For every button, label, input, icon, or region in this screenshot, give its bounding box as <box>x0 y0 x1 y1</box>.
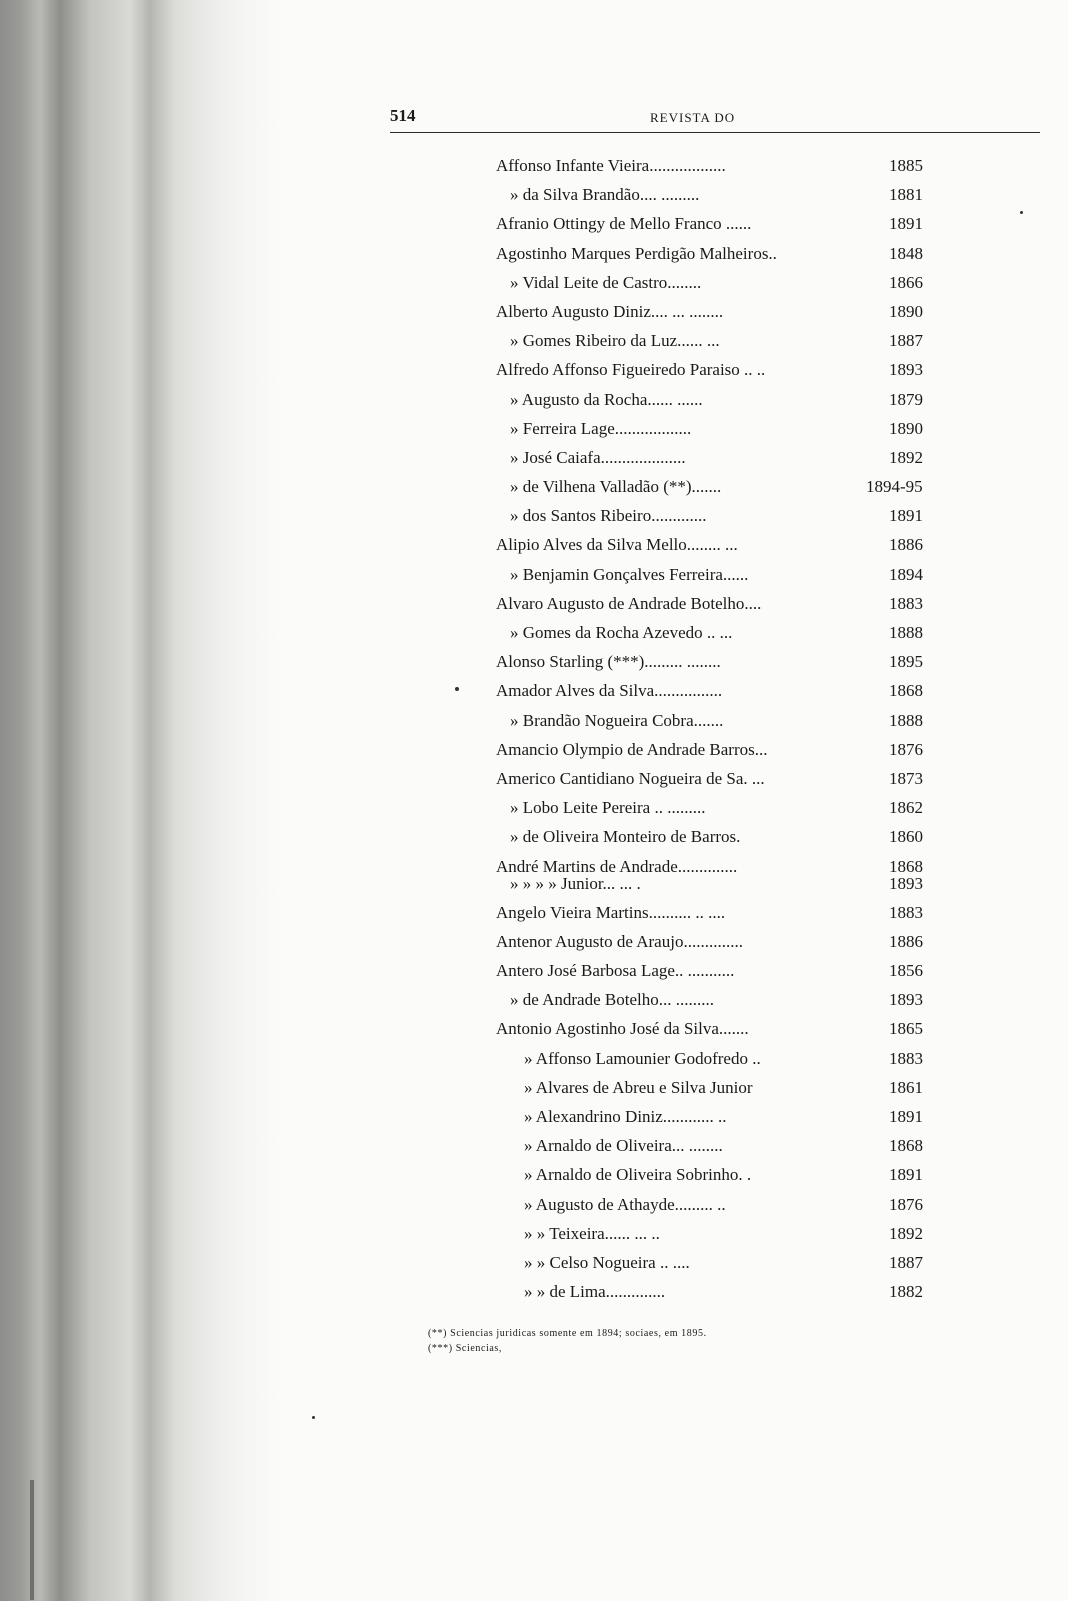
entry-year: 1862 <box>889 798 923 818</box>
list-item <box>496 359 946 388</box>
entry-name: » Gomes Ribeiro da Luz...... ... <box>510 331 720 351</box>
entry-year: 1888 <box>889 710 923 730</box>
list-item <box>496 710 946 739</box>
list-item <box>496 902 946 931</box>
list-item <box>496 873 946 902</box>
entry-year: 1861 <box>889 1077 923 1097</box>
ink-speck <box>1020 211 1023 214</box>
list-item <box>496 1164 946 1193</box>
entry-name: Antero José Barbosa Lage.. ........... <box>496 961 735 981</box>
entry-name: » Affonso Lamounier Godofredo .. <box>524 1048 761 1068</box>
list-item <box>496 243 946 272</box>
entry-year: 1882 <box>889 1282 923 1302</box>
list-item <box>496 1018 946 1047</box>
entry-name: Alberto Augusto Diniz.... ... ........ <box>496 301 724 321</box>
list-item <box>496 476 946 505</box>
entry-name: André Martins de Andrade.............. <box>496 856 738 876</box>
entry-name: » Gomes da Rocha Azevedo .. ... <box>510 623 733 642</box>
list-item <box>496 931 946 960</box>
list-item <box>496 1281 946 1310</box>
list-item <box>496 447 946 476</box>
entry-year: 1848 <box>889 243 923 263</box>
list-item <box>496 622 946 651</box>
footnote-1: (**) Sciencias juridicas somente em 1894; sociaes, em 1895. <box>428 1328 707 1339</box>
entry-year: 1883 <box>889 902 923 922</box>
entry-year: 1891 <box>889 214 923 234</box>
footnotes <box>428 1326 888 1356</box>
list-item <box>496 389 946 418</box>
entry-name: Americo Cantidiano Nogueira de Sa. ... <box>496 768 765 788</box>
entry-year: 1888 <box>889 623 923 642</box>
entry-name: » Benjamin Gonçalves Ferreira...... <box>510 564 749 584</box>
footnote-2: (***) Sciencias, <box>428 1343 503 1354</box>
entry-year: 1890 <box>889 301 923 321</box>
list-item <box>496 989 946 1018</box>
entry-name: » Augusto de Athayde......... .. <box>524 1194 726 1214</box>
entry-year: 1860 <box>889 827 923 847</box>
entry-name: » Ferreira Lage.................. <box>510 418 692 438</box>
header-rule <box>390 132 1040 133</box>
page-number: 514 <box>390 106 416 125</box>
entry-year: 1890 <box>889 418 923 438</box>
entry-name: » Augusto da Rocha...... ...... <box>510 389 703 409</box>
entry-year: 1886 <box>889 931 923 951</box>
list-item <box>496 301 946 330</box>
entry-name: Amancio Olympio de Andrade Barros... <box>496 739 768 759</box>
list-item <box>496 797 946 826</box>
entry-year: 1892 <box>889 447 923 467</box>
list-item <box>496 856 946 876</box>
list-item <box>496 1135 946 1164</box>
entry-year: 1887 <box>889 1252 923 1272</box>
entry-name: » » de Lima.............. <box>524 1282 666 1302</box>
entry-year: 1891 <box>889 1107 923 1126</box>
page-header <box>390 100 1040 136</box>
entry-name: » dos Santos Ribeiro............. <box>510 506 707 526</box>
list-item <box>496 272 946 301</box>
list-item <box>496 1194 946 1223</box>
entry-name: Alfredo Affonso Figueiredo Paraiso .. .. <box>496 360 766 380</box>
entry-year: 1873 <box>889 768 923 788</box>
entry-name: » Arnaldo de Oliveira Sobrinho. . <box>524 1165 752 1185</box>
entry-year: 1894 <box>889 564 923 584</box>
list-item <box>496 564 946 593</box>
ink-speck <box>312 1416 315 1419</box>
list-item <box>496 1106 946 1135</box>
list-item <box>496 1077 946 1106</box>
entry-name: Antonio Agostinho José da Silva....... <box>496 1019 749 1039</box>
entry-year: 1883 <box>889 1048 923 1068</box>
entry-year: 1881 <box>889 185 923 205</box>
entry-year: 1856 <box>889 961 923 981</box>
list-item <box>496 1223 946 1252</box>
entry-name: Affonso Infante Vieira.................. <box>496 156 726 175</box>
list-item <box>496 1252 946 1281</box>
entry-year: 1887 <box>889 331 923 351</box>
entry-name: » » Teixeira...... ... .. <box>524 1223 660 1243</box>
entry-name: » Alvares de Abreu e Silva Junior <box>524 1077 753 1097</box>
entry-name: » » Celso Nogueira .. .... <box>524 1252 690 1272</box>
running-title: REVISTA DO <box>650 110 736 125</box>
entry-year: 1885 <box>889 156 923 175</box>
entry-year: 1879 <box>889 389 923 409</box>
entry-name: Angelo Vieira Martins.......... .. .... <box>496 902 726 922</box>
list-item <box>496 651 946 680</box>
entry-year: 1876 <box>889 1194 923 1214</box>
gutter-mark <box>30 1480 34 1600</box>
list-item <box>496 505 946 534</box>
entry-name: » de Oliveira Monteiro de Barros. <box>510 827 741 847</box>
list-item <box>496 826 946 855</box>
entry-name: Afranio Ottingy de Mello Franco ...... <box>496 214 752 234</box>
entry-year: 1886 <box>889 535 923 555</box>
binding-gutter-shadow <box>0 0 280 1601</box>
entry-name: » Arnaldo de Oliveira... ........ <box>524 1136 723 1156</box>
entry-name: » de Vilhena Valladão (**)....... <box>510 477 722 497</box>
entry-year: 1876 <box>889 739 923 759</box>
entry-year: 1891 <box>889 1165 923 1185</box>
list-item <box>496 593 946 622</box>
entry-year: 1894-95 <box>866 477 923 497</box>
list-item <box>496 330 946 359</box>
entry-year: 1891 <box>889 506 923 526</box>
entry-year: 1893 <box>889 360 923 380</box>
list-item <box>496 213 946 242</box>
ink-speck <box>455 687 459 691</box>
entry-name: » Alexandrino Diniz............ .. <box>524 1107 727 1126</box>
entry-year: 1883 <box>889 593 923 613</box>
entry-name: Alvaro Augusto de Andrade Botelho.... <box>496 593 762 613</box>
entry-name: » Lobo Leite Pereira .. ......... <box>510 798 706 818</box>
list-item <box>496 184 946 213</box>
entry-year: 1895 <box>889 652 923 672</box>
entry-name: » de Andrade Botelho... ......... <box>510 990 714 1010</box>
list-item <box>496 768 946 797</box>
list-item <box>496 739 946 768</box>
entry-name: Agostinho Marques Perdigão Malheiros.. <box>496 243 777 263</box>
list-item <box>496 1048 946 1077</box>
entry-year: 1868 <box>889 1136 923 1156</box>
list-item <box>496 155 946 184</box>
name-year-list <box>496 155 946 1310</box>
entry-name: Amador Alves da Silva................ <box>496 681 723 701</box>
entry-name: » Vidal Leite de Castro........ <box>510 272 702 292</box>
list-item <box>496 418 946 447</box>
list-item <box>496 960 946 989</box>
entry-year: 1893 <box>889 873 923 893</box>
entry-name: » José Caiafa.................... <box>510 447 686 467</box>
entry-year: 1868 <box>889 856 923 876</box>
entry-name: Alonso Starling (***)......... ........ <box>496 652 721 672</box>
entry-name: » Brandão Nogueira Cobra....... <box>510 710 724 730</box>
list-item <box>496 534 946 563</box>
entry-year: 1865 <box>889 1019 923 1039</box>
entry-name: » da Silva Brandão.... ......... <box>510 185 700 205</box>
list-item <box>496 680 946 709</box>
entry-name: Antenor Augusto de Araujo.............. <box>496 931 743 951</box>
entry-name: » » » » Junior... ... . <box>510 873 641 893</box>
entry-year: 1892 <box>889 1223 923 1243</box>
entry-year: 1866 <box>889 272 923 292</box>
entry-name: Alipio Alves da Silva Mello........ ... <box>496 535 738 555</box>
entry-year: 1868 <box>889 681 923 701</box>
entry-year: 1893 <box>889 990 923 1010</box>
